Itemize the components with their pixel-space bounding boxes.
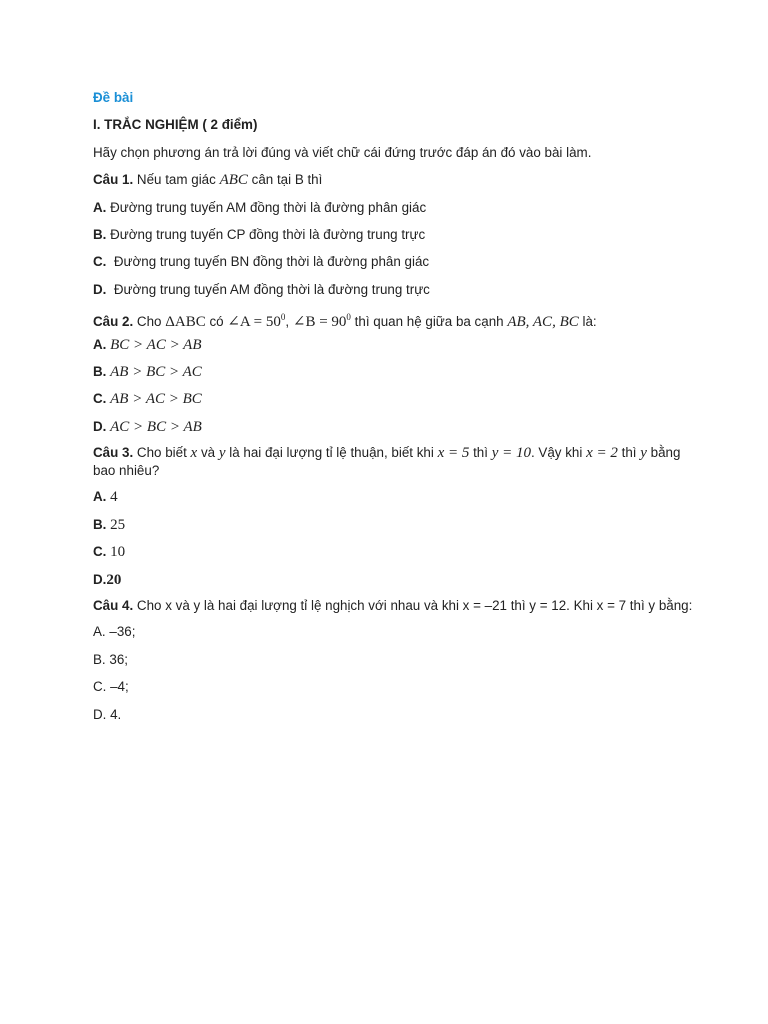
instruction: Hãy chọn phương án trả lời đúng và viết chữ cái đứng trước đáp án đó vào bài làm. <box>93 144 592 160</box>
question-2 <box>93 307 693 331</box>
option-letter: A. <box>93 199 107 215</box>
question-3-math: y <box>640 445 647 462</box>
question-4 <box>93 597 693 615</box>
option-letter: B. <box>93 516 107 532</box>
question-3-option-a <box>93 487 693 507</box>
option-math: AB > BC > AC <box>110 363 202 380</box>
exam-content <box>93 88 693 732</box>
option-letter: D. <box>93 571 107 587</box>
question-3-option-b <box>93 515 693 535</box>
option-letter: C. <box>93 544 107 560</box>
question-3-label: Câu 3. <box>93 445 134 461</box>
question-2-option-d <box>93 417 693 437</box>
question-4-label: Câu 4. <box>93 598 134 614</box>
option-letter: A. <box>93 489 107 505</box>
question-2-math: ΔABC <box>165 314 206 331</box>
question-2-option-a <box>93 335 693 355</box>
question-3-option-d <box>93 570 693 590</box>
option-math: AC > BC > AB <box>110 418 202 435</box>
question-3-math: x = 5 <box>437 445 470 462</box>
question-4-option-b: B. 36; <box>93 651 128 667</box>
option-value: 20 <box>106 571 122 588</box>
question-1-option-a <box>93 198 693 218</box>
question-4-option-c: C. –4; <box>93 679 129 695</box>
question-2-math <box>293 314 351 330</box>
question-2-option-b <box>93 362 693 382</box>
question-3-text: thì <box>621 445 637 461</box>
option-letter: C. <box>93 254 107 270</box>
question-2-text: , <box>285 314 290 330</box>
question-4-option-d: D. 4. <box>93 706 122 722</box>
option-letter: B. <box>93 363 107 379</box>
question-2-text: là: <box>582 314 597 330</box>
question-3-text: bằng bao nhiêu? <box>93 445 681 479</box>
question-2-label: Câu 2. <box>93 314 134 330</box>
option-letter: D. <box>93 281 107 297</box>
question-1 <box>93 170 693 190</box>
option-letter: D. <box>93 418 107 434</box>
option-value: 25 <box>110 516 126 533</box>
question-1-label: Câu 1. <box>93 172 134 188</box>
degree-sup: 0 <box>280 312 286 323</box>
question-4-option-a: A. –36; <box>93 624 136 640</box>
question-1-math: ABC <box>219 172 248 189</box>
question-4-text: Cho x và y là hai đại lượng tỉ lệ nghịch với nhau và khi x = –21 thì y = 12. Khi x = 7 thì y bằng: <box>136 598 693 614</box>
part-title: I. TRẮC NGHIỆM ( 2 điểm) <box>93 117 258 133</box>
question-1-text-before: Nếu tam giác <box>136 172 216 188</box>
option-letter: C. <box>93 391 107 407</box>
option-text: Đường trung tuyến BN đồng thời là đường phân giác <box>113 254 430 270</box>
option-text: Đường trung tuyến AM đồng thời là đường trung trực <box>113 281 430 297</box>
angle-b: ∠B = 90 <box>292 314 347 331</box>
question-3-math: y <box>218 445 226 462</box>
option-text: Đường trung tuyến AM đồng thời là đường phân giác <box>110 199 427 215</box>
question-3-text: và <box>200 445 216 461</box>
question-3 <box>93 444 693 480</box>
option-value: 10 <box>110 544 126 561</box>
section-title: Đề bài <box>93 90 134 105</box>
option-value: 4 <box>110 489 118 506</box>
question-3-math: x = 2 <box>586 445 618 462</box>
question-2-text: Cho <box>136 314 162 330</box>
question-3-text: . Vậy khi <box>530 445 583 461</box>
question-3-option-c <box>93 542 693 562</box>
question-1-text-after: cân tại B thì <box>251 172 323 188</box>
degree-sup: 0 <box>346 312 351 323</box>
question-3-text: Cho biết <box>136 445 187 461</box>
question-1-option-b <box>93 225 693 245</box>
question-3-math: y = 10 <box>491 445 531 462</box>
question-2-text: thì quan hệ giữa ba cạnh <box>354 314 504 330</box>
question-1-option-c <box>93 252 693 272</box>
angle-a: ∠A = 50 <box>227 314 281 331</box>
question-2-text: có <box>209 314 224 330</box>
question-3-text: thì <box>473 445 488 461</box>
option-text: Đường trung tuyến CP đồng thời là đường trung trực <box>110 226 426 242</box>
option-math: BC > AC > AB <box>110 336 202 353</box>
question-1-option-d <box>93 280 693 300</box>
option-letter: A. <box>93 336 107 352</box>
question-2-option-c <box>93 389 693 409</box>
option-letter: B. <box>93 226 107 242</box>
question-3-math: x <box>190 445 198 462</box>
question-3-text: là hai đại lượng tỉ lệ thuận, biết khi <box>229 445 434 461</box>
option-math: AB > AC > BC <box>110 391 202 408</box>
question-2-math <box>227 314 285 330</box>
question-2-math: AB, AC, BC <box>507 314 579 331</box>
